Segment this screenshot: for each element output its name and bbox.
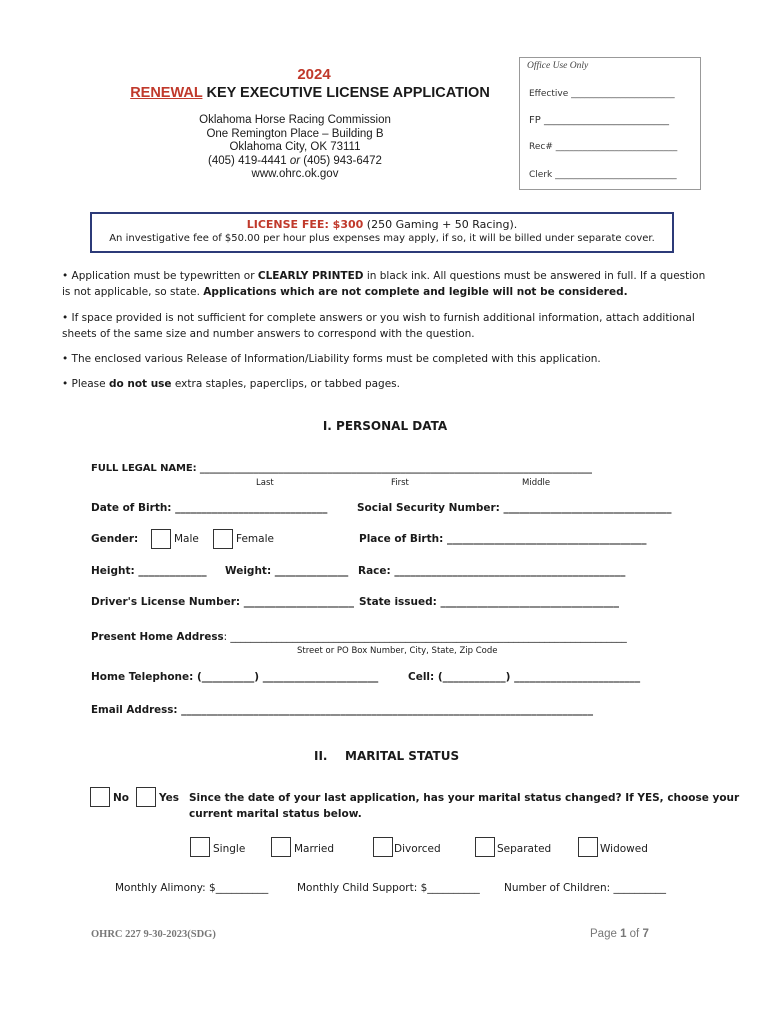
office-clerk[interactable]: Clerk ___________________________ [529, 170, 677, 180]
single-label: Single [213, 843, 246, 855]
number-of-children-field[interactable]: Number of Children: __________ [504, 882, 667, 894]
website: www.ohrc.ok.gov [251, 168, 339, 181]
marital-question-line-2: current marital status below. [189, 808, 362, 820]
office-effective[interactable]: Effective _______________________ [529, 89, 675, 99]
male-checkbox[interactable] [151, 529, 171, 549]
commission-address [120, 114, 470, 182]
ssn-field[interactable]: Social Security Number: ________________________________ [357, 502, 672, 514]
bullet-icon: • [62, 270, 69, 282]
office-use-title: Office Use Only [527, 61, 589, 71]
renewal-label: RENEWAL [130, 85, 203, 101]
height-field[interactable]: Height: _____________ [91, 565, 207, 577]
widowed-checkbox[interactable] [578, 837, 598, 857]
address-line-2: One Remington Place – Building B [206, 127, 384, 140]
page-indicator: Page 1 of 7 [590, 928, 649, 940]
marital-status-heading: MARITAL STATUS [345, 749, 460, 763]
home-address-field[interactable]: Present Home Address: _____________________________________________________________________________ [91, 631, 627, 643]
bullet-icon: • [62, 378, 69, 390]
female-checkbox[interactable] [213, 529, 233, 549]
office-fp[interactable]: FP _________________________ [529, 115, 669, 126]
married-label: Married [294, 843, 334, 855]
widowed-label: Widowed [600, 843, 648, 855]
cell-field[interactable]: Cell: (____________) ________________________ [408, 671, 641, 683]
email-field[interactable]: Email Address: ________________________________________________________________________________ [91, 704, 593, 716]
monthly-alimony-field[interactable]: Monthly Alimony: $__________ [115, 882, 269, 894]
drivers-license-field[interactable]: Driver's License Number: _____________________ [91, 596, 355, 608]
fee-line [92, 218, 672, 231]
marital-heading-number: II. [314, 749, 328, 763]
instruction-4: • Please do not use extra staples, paperclips, or tabbed pages. [62, 378, 400, 390]
male-label: Male [174, 533, 199, 545]
marital-no-label: No [113, 792, 130, 804]
fee-detail: (250 Gaming + 50 Racing). [363, 218, 518, 231]
female-label: Female [236, 533, 274, 545]
instruction-1: • Application must be typewritten or CLEARLY PRINTED in black ink. All questions must be answered in full. If a question is not applicable, so state. Applications which are not complete and legible will not be considered. [62, 270, 706, 298]
home-telephone-field[interactable]: Home Telephone: (__________) ______________________ [91, 671, 379, 683]
married-checkbox[interactable] [271, 837, 291, 857]
monthly-child-support-field[interactable]: Monthly Child Support: $__________ [297, 882, 480, 894]
race-field[interactable]: Race: ____________________________________________ [358, 565, 626, 577]
office-rec[interactable]: Rec# ___________________________ [529, 142, 678, 152]
year-heading: 2024 [297, 66, 331, 83]
instruction-3: • The enclosed various Release of Information/Liability forms must be completed with this application. [62, 353, 601, 365]
divorced-checkbox[interactable] [373, 837, 393, 857]
bullet-icon: • [62, 353, 69, 365]
state-issued-field[interactable]: State issued: __________________________________ [359, 596, 620, 608]
bullet-icon: • [62, 312, 69, 324]
marital-yes-checkbox[interactable] [136, 787, 156, 807]
fee-label: LICENSE FEE: $300 [246, 218, 364, 231]
form-number: OHRC 227 9-30-2023(SDG) [91, 929, 216, 940]
marital-yes-label: Yes [159, 792, 180, 804]
marital-no-checkbox[interactable] [90, 787, 110, 807]
name-sub-last: Last [256, 478, 274, 488]
separated-label: Separated [497, 843, 552, 855]
address-line-3: Oklahoma City, OK 73111 [229, 141, 361, 154]
weight-field[interactable]: Weight: ______________ [225, 565, 349, 577]
separated-checkbox[interactable] [475, 837, 495, 857]
gender-label: Gender: [91, 533, 139, 545]
address-line-1: Oklahoma Horse Racing Commission [199, 114, 391, 126]
name-sub-first: First [391, 478, 409, 488]
investigative-fee-note: An investigative fee of $50.00 per hour plus expenses may apply, if so, it will be billed under separate cover. [109, 233, 655, 244]
form-title [100, 85, 520, 101]
license-fee-box [90, 212, 674, 253]
name-sub-middle: Middle [522, 478, 551, 488]
date-of-birth-field[interactable]: Date of Birth: _____________________________ [91, 502, 328, 514]
full-legal-name-field[interactable]: FULL LEGAL NAME: ________________________________________________________________________________ [91, 463, 592, 474]
single-checkbox[interactable] [190, 837, 210, 857]
place-of-birth-field[interactable]: Place of Birth: ______________________________________ [359, 533, 647, 545]
personal-data-heading: I. PERSONAL DATA [322, 419, 448, 433]
phone-line: (405) 419-4441 or (405) 943-6472 [208, 154, 382, 167]
home-address-subtext: Street or PO Box Number, City, State, Zip Code [297, 646, 498, 656]
marital-question-line-1: Since the date of your last application, has your marital status changed? If YES, choose your [189, 792, 740, 804]
instruction-2: • If space provided is not sufficient for complete answers or you wish to furnish additional information, attach additional sheets of the same size and number answers to correspond with the question. [62, 312, 695, 340]
title-text: KEY EXECUTIVE LICENSE APPLICATION [202, 85, 490, 101]
divorced-label: Divorced [394, 843, 441, 855]
